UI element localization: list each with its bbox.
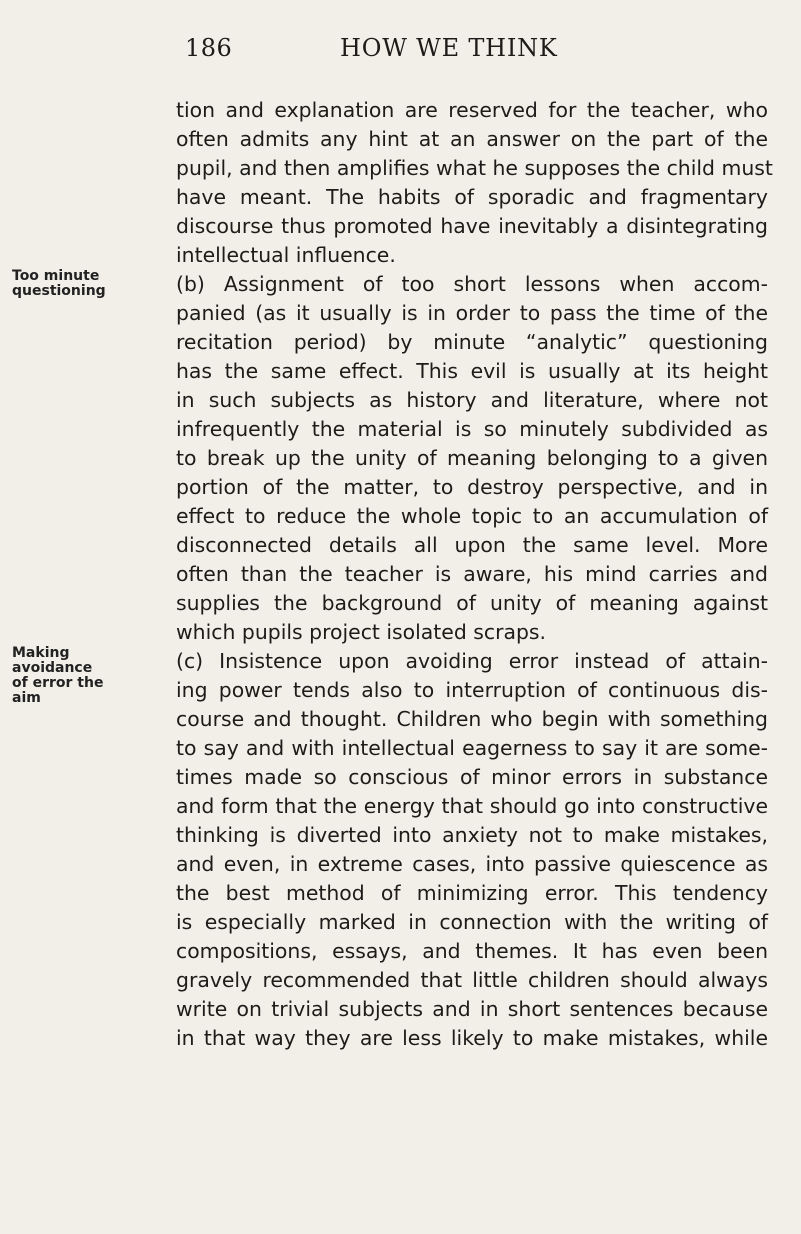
text-line: and form that the energy that should go into constructive: [176, 794, 768, 818]
margin-note-line: Making: [12, 645, 70, 661]
text-line: panied (as it usually is in order to pass the time of the: [176, 301, 768, 325]
page-header: [0, 34, 801, 74]
text-line: ing power tends also to interruption of continuous dis-: [176, 678, 768, 702]
text-line: gravely recommended that little children should always: [176, 968, 768, 992]
text-line: pupil, and then amplifies what he supposes the child must: [176, 156, 773, 180]
text-line: infrequently the material is so minutely subdivided as: [176, 417, 768, 441]
text-line: (b) Assignment of too short lessons when accom-: [176, 272, 768, 296]
text-line: thinking is diverted into anxiety not to make mistakes,: [176, 823, 768, 847]
text-line: supplies the background of unity of meaning against: [176, 591, 768, 615]
text-line: disconnected details all upon the same level. More: [176, 533, 768, 557]
text-line: in such subjects as history and literature, where not: [176, 388, 768, 412]
margin-note-line: questioning: [12, 283, 106, 299]
text-line: the best method of minimizing error. This tendency: [176, 881, 768, 905]
text-line: effect to reduce the whole topic to an accumulation of: [176, 504, 768, 528]
margin-note-line: of error the: [12, 675, 104, 691]
body-text: [176, 96, 773, 1053]
text-line: often than the teacher is aware, his mind carries and: [176, 562, 768, 586]
text-line: tion and explanation are reserved for the teacher, who: [176, 98, 768, 122]
text-line: is especially marked in connection with the writing of: [176, 910, 768, 934]
text-line: in that way they are less likely to make mistakes, while: [176, 1026, 768, 1050]
text-line: which pupils project isolated scraps.: [176, 620, 547, 644]
text-line: intellectual influence.: [176, 243, 396, 267]
text-line: times made so conscious of minor errors in substance: [176, 765, 768, 789]
text-line: recitation period) by minute “analytic” questioning: [176, 330, 768, 354]
running-head: HOW WE THINK: [340, 34, 558, 62]
text-line: and even, in extreme cases, into passive quiescence as: [176, 852, 768, 876]
text-line: (c) Insistence upon avoiding error instead of attain-: [176, 649, 768, 673]
text-line: have meant. The habits of sporadic and fragmentary: [176, 185, 768, 209]
margin-note-line: aim: [12, 690, 41, 706]
text-line: course and thought. Children who begin with something: [176, 707, 768, 731]
margin-note-making-avoidance: [12, 646, 142, 706]
margin-note-line: Too minute: [12, 268, 100, 284]
margin-note-line: avoidance: [12, 660, 93, 676]
text-line: to say and with intellectual eagerness to say it are some-: [176, 736, 768, 760]
text-line: discourse thus promoted have inevitably a disintegrating: [176, 214, 768, 238]
text-line: write on trivial subjects and in short sentences because: [176, 997, 768, 1021]
text-line: compositions, essays, and themes. It has even been: [176, 939, 768, 963]
text-line: often admits any hint at an answer on the part of the: [176, 127, 768, 151]
text-line: portion of the matter, to destroy perspective, and in: [176, 475, 768, 499]
text-line: to break up the unity of meaning belonging to a given: [176, 446, 768, 470]
page-number: 186: [185, 34, 233, 62]
text-line: has the same effect. This evil is usually at its height: [176, 359, 768, 383]
margin-note-too-minute: [12, 269, 142, 299]
